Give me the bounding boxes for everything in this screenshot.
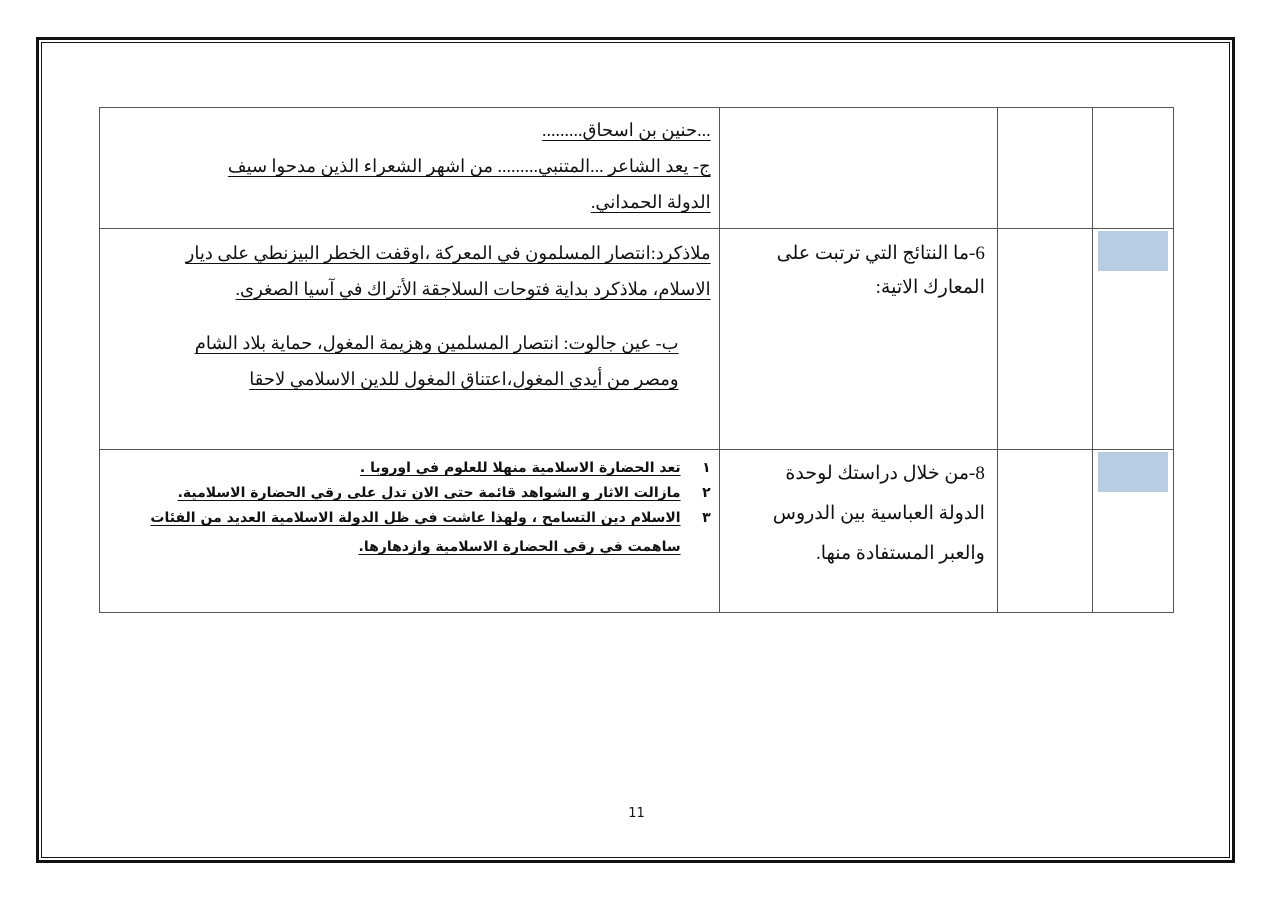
answer-line: الاسلام، ملاذكرد بداية فتوحات السلاجقة الأتراك في آسيا الصغرى. [235,279,711,299]
answers-table [99,107,1174,613]
highlight-swatch [1098,231,1168,271]
answer-cell [100,108,720,229]
mark-cell [1092,450,1173,613]
item-number: ٣ [702,510,711,526]
item-number [681,535,711,560]
answer-line: ...حنين بن اسحاق......... [542,120,711,140]
score-cell [997,229,1092,450]
question-line: 8-من خلال دراستك لوحدة [785,463,985,484]
question-line: والعبر المستفادة منها. [815,543,985,564]
mark-cell [1092,229,1173,450]
item-text: الاسلام دين التسامح ، ولهذا عاشت في ظل الدولة الاسلامية العديد من الفئات [150,510,681,526]
item-number: ٢ [702,485,711,501]
mark-cell [1092,108,1173,229]
list-item [104,535,711,560]
item-text: تعد الحضارة الاسلامية منهلا للعلوم في اوروبا . [359,460,681,476]
score-cell [997,450,1092,613]
answer-line: ملاذكرد:انتصار المسلمون في المعركة ،اوقفت الخطر البيزنطي على ديار [185,243,711,263]
question-cell [719,450,997,613]
answer-line: ومصر من أيدي المغول،اعتناق المغول للدين الاسلامي لاحقا [249,369,679,389]
answer-line: ب- عين جالوت: انتصار المسلمين وهزيمة المغول، حماية بلاد الشام [194,333,679,353]
question-cell [719,108,997,229]
answer-cell [100,450,720,613]
answer-line: ج- يعد الشاعر ...المتنبي......... من اشهر الشعراء الذين مدحوا سيف [227,156,711,176]
question-line: المعارك الاتية: [875,277,985,298]
page-number: 11 [628,806,645,821]
answer-cell [100,229,720,450]
table-row [100,229,1174,450]
question-cell [719,229,997,450]
list-item [104,506,711,531]
list-item [104,481,711,506]
item-number: ١ [702,460,711,476]
question-line: 6-ما النتائج التي ترتبت على [776,243,985,264]
table-row [100,108,1174,229]
score-cell [997,108,1092,229]
answer-line: الدولة الحمداني. [590,192,711,212]
table-row [100,450,1174,613]
list-item [104,456,711,481]
item-text: مازالت الاثار و الشواهد قائمة حتى الان تدل على رقي الحضارة الاسلامية. [177,485,681,501]
highlight-swatch [1098,452,1168,492]
item-text: ساهمت في رقي الحضارة الاسلامية وازدهارها. [358,539,681,555]
question-line: الدولة العباسية بين الدروس [772,503,985,524]
